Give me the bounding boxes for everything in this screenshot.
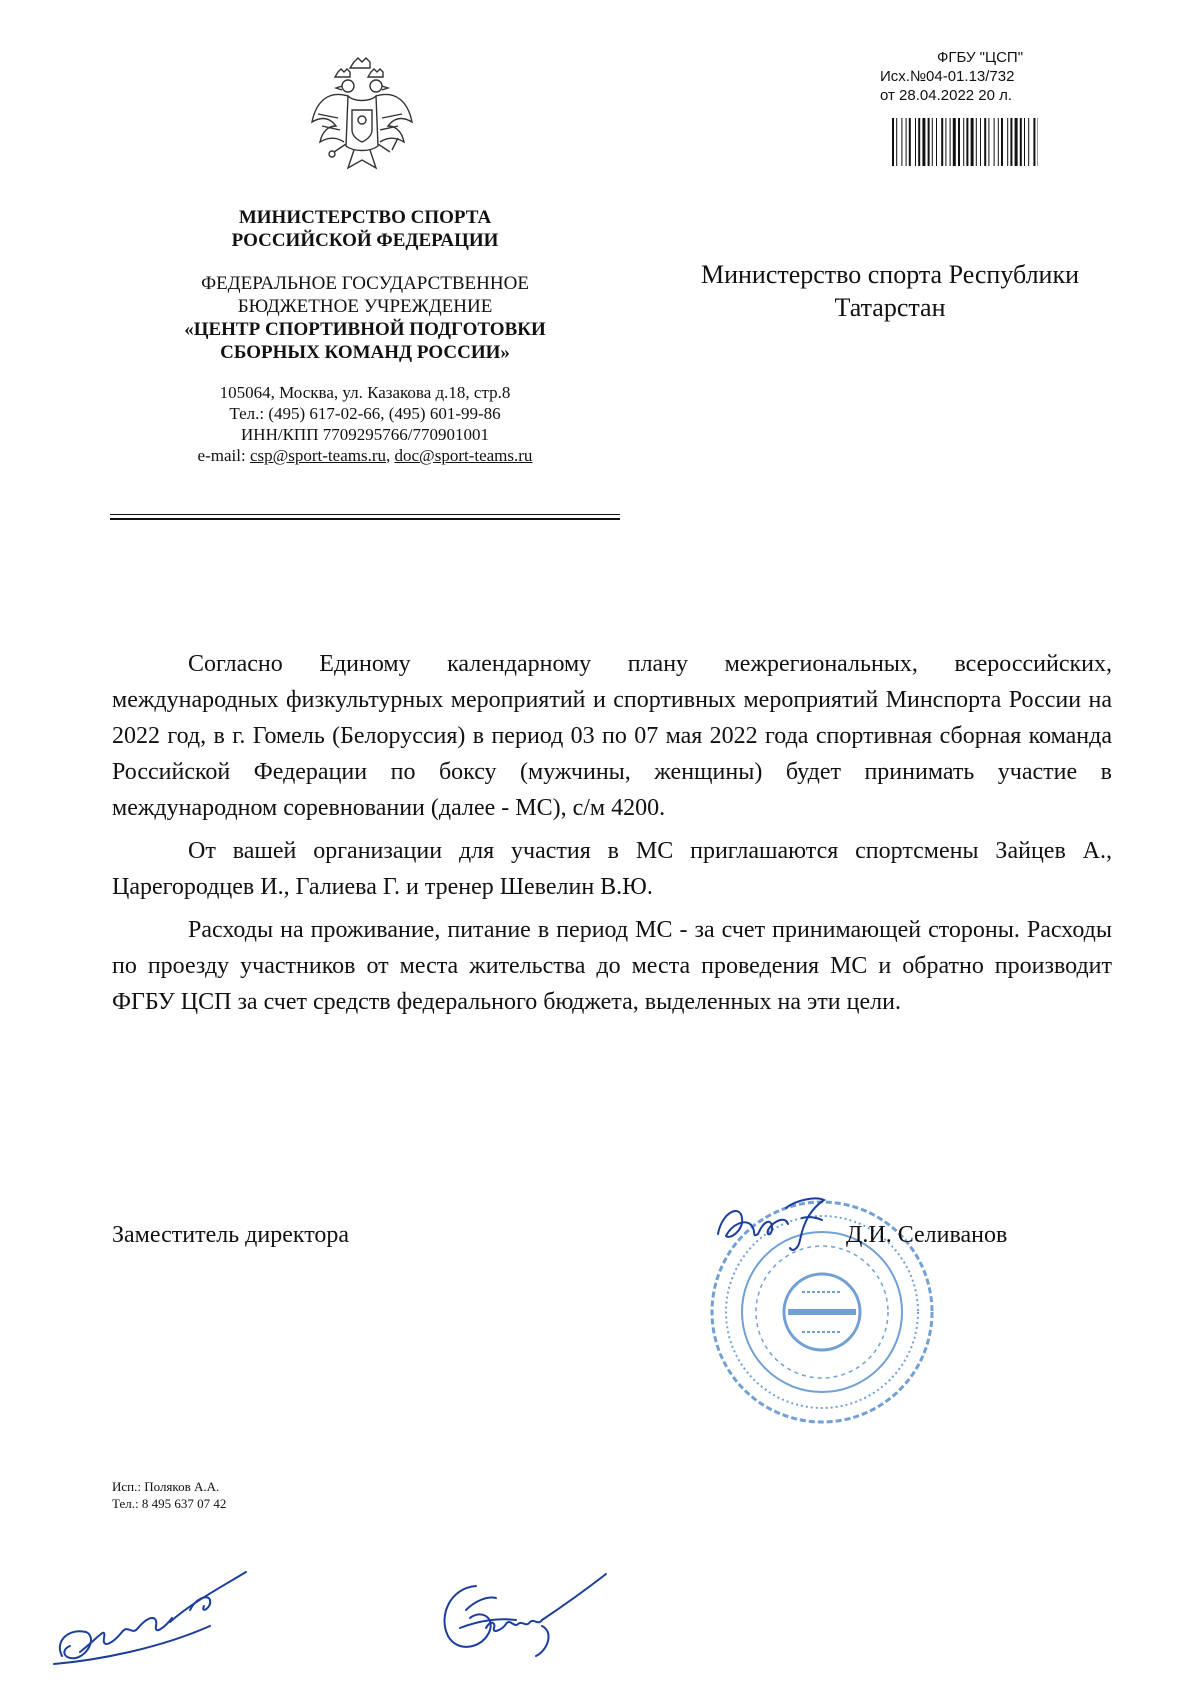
barcode-bar: [980, 118, 981, 166]
barcode-bar: [976, 118, 977, 166]
registration-org: ФГБУ "ЦСП": [936, 49, 1024, 66]
barcode-bar: [966, 118, 968, 166]
inn-kpp: ИНН/КПП 7709295766/770901001: [241, 425, 489, 444]
barcode-bar: [958, 118, 960, 166]
barcode-bar: [1028, 118, 1029, 166]
coat-of-arms-icon: [308, 56, 416, 176]
barcode-bar: [896, 118, 897, 166]
handwritten-initials: [40, 1566, 270, 1676]
barcode-bar: [909, 118, 911, 166]
phone-numbers: Тел.: (495) 617-02-66, (495) 601-99-86: [229, 404, 501, 423]
barcode-bar: [963, 118, 964, 166]
recipient-line: Министерство спорта Республики: [700, 260, 1080, 289]
barcode-bar: [994, 118, 995, 166]
barcode-bar: [941, 118, 943, 166]
barcode-bar: [953, 118, 956, 166]
registration-block: [880, 48, 1080, 105]
barcode-bar: [1007, 118, 1008, 166]
handwritten-signature: [712, 1190, 842, 1258]
barcode-bar: [1024, 118, 1025, 166]
barcode-bar: [1033, 118, 1035, 166]
email-separator: ,: [386, 446, 395, 465]
signatory-title: Заместитель директора: [112, 1222, 350, 1248]
institution-title: СБОРНЫХ КОМАНД РОССИИ»: [220, 342, 510, 363]
email-label: e-mail:: [197, 446, 250, 465]
letterhead-divider: [110, 518, 620, 520]
handwritten-initials: [430, 1570, 630, 1680]
email-line: [110, 445, 620, 466]
letterhead-divider: [110, 514, 620, 515]
institution-name: [110, 272, 620, 364]
institution-title: «ЦЕНТР СПОРТИВНОЙ ПОДГОТОВКИ: [184, 319, 546, 340]
barcode-bar: [998, 118, 999, 166]
contact-details: [110, 382, 620, 466]
barcode-bar: [936, 118, 937, 166]
barcode-bar: [922, 118, 925, 166]
institution-line: БЮДЖЕТНОЕ УЧРЕЖДЕНИЕ: [237, 296, 493, 317]
signatory-name: Д.И. Селиванов: [846, 1222, 1008, 1248]
barcode-bar: [984, 118, 986, 166]
postal-address: 105064, Москва, ул. Казакова д.18, стр.8: [219, 383, 511, 402]
body-paragraph: Согласно Единому календарному плану межрегиональных, всероссийских, международных физкультурных мероприятий и спортивных мероприятий Минспорта России на 2022 год, в г. Гомель (Белоруссия) в период 03 по 07 мая 2022 года спортивная сборная команда Российской Федерации по боксу (мужчины, женщины) будет принимать участие в международном соревновании (далее - МС), с/м 4200.: [112, 651, 1112, 821]
institution-line: ФЕДЕРАЛЬНОЕ ГОСУДАРСТВЕННОЕ: [201, 273, 529, 294]
institution-title-line: [110, 341, 620, 364]
barcode-bar: [1001, 118, 1003, 166]
ministry-line: МИНИСТЕРСТВО СПОРТА: [238, 207, 492, 228]
executor-info: [112, 1478, 226, 1512]
barcode-bar: [950, 118, 951, 166]
barcode-bar: [915, 118, 916, 166]
barcode-bar: [932, 118, 933, 166]
barcode-bar: [945, 118, 946, 166]
barcode-bar: [901, 118, 902, 166]
recipient-line: Татарстан: [834, 293, 946, 322]
letter-body: [112, 646, 1112, 1027]
registration-number: Исх.№04-01.13/732: [880, 68, 1015, 85]
barcode-bar: [918, 118, 920, 166]
executor-name: Исп.: Поляков А.А.: [112, 1479, 220, 1494]
email-link[interactable]: doc@sport-teams.ru: [394, 446, 533, 465]
ministry-name: [110, 206, 620, 252]
email-link[interactable]: csp@sport-teams.ru: [249, 446, 386, 465]
barcode-bar: [988, 118, 989, 166]
body-paragraph: Расходы на проживание, питание в период МС - за счет принимающей стороны. Расходы по проезду участников от места жительства до места проведения МС и обратно производит ФГБУ ЦСП за счет средств федерального бюджета, выделенных на эти цели.: [112, 917, 1112, 1015]
barcode-bar: [928, 118, 930, 166]
letterhead: [110, 206, 620, 466]
recipient: [668, 258, 1112, 324]
barcode-bar: [1020, 118, 1022, 166]
barcode-bar: [906, 118, 907, 166]
barcode-bar: [1015, 118, 1018, 166]
barcode-bar: [1010, 118, 1012, 166]
body-paragraph: От вашей организации для участия в МС приглашаются спортсмены Зайцев А., Царегородцев И., Галиева Г. и тренер Шевелин В.Ю.: [112, 838, 1112, 900]
registration-date: от 28.04.2022 20 л.: [880, 87, 1013, 104]
barcode-bar: [971, 118, 974, 166]
barcode-icon: [892, 118, 1038, 166]
institution-title-line: [110, 318, 620, 341]
ministry-line: РОССИЙСКОЙ ФЕДЕРАЦИИ: [231, 230, 499, 251]
barcode-bar: [892, 118, 894, 166]
executor-phone: Тел.: 8 495 637 07 42: [112, 1496, 227, 1511]
